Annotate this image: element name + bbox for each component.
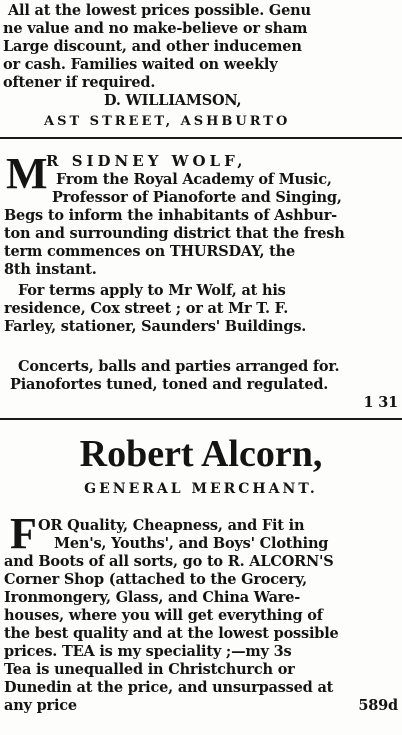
ad3-line-5: the best quality and at the lowest possible	[4, 625, 339, 642]
ad3-line-2: Corner Shop (attached to the Grocery,	[4, 571, 308, 588]
ad3-ref: 589d	[358, 697, 398, 714]
ad3-line-indent-2: Men's, Youths', and Boys' Clothing	[54, 535, 329, 552]
ad2-line-2: ton and surrounding district that the fresh	[4, 225, 345, 242]
ad1-line-3: Large discount, and other inducemen	[3, 38, 302, 55]
ad2-line-7: Farley, stationer, Saunders' Buildings.	[4, 318, 307, 335]
ad2-ref: 1 31	[363, 394, 398, 411]
ad3-line-8: Dunedin at the price, and unsurpassed at	[4, 679, 334, 696]
ad2-line-4: 8th instant.	[4, 261, 97, 278]
ad2-line-3: term commences on THURSDAY, the	[4, 243, 296, 260]
ad2-line-1: Begs to inform the inhabitants of Ashbur-	[4, 207, 337, 224]
ad3-line-1: and Boots of all sorts, go to R. ALCORN'S	[4, 553, 334, 570]
ad3-line-6: prices. TEA is my speciality ;—my 3s	[4, 643, 292, 660]
ad3-line-indent-1: OR Quality, Cheapness, and Fit in	[38, 517, 305, 534]
ad2-line-8: Concerts, balls and parties arranged for.	[18, 358, 340, 375]
divider-rule	[0, 137, 402, 139]
divider-rule	[0, 418, 402, 420]
ad2-line-indent-1: From the Royal Academy of Music,	[56, 171, 332, 188]
ad1-line-2: ne value and no make-believe or sham	[3, 20, 308, 37]
ad2-line-indent-2: Professor of Pianoforte and Singing,	[52, 189, 342, 206]
ad3-line-4: houses, where you will get everything of	[4, 607, 323, 624]
ad2-heading: R SIDNEY WOLF,	[46, 152, 247, 170]
ad1-signature: D. WILLIAMSON,	[104, 92, 242, 109]
ad3-subtitle: GENERAL MERCHANT.	[84, 481, 318, 497]
ad2-line-9: Pianofortes tuned, toned and regulated.	[10, 376, 329, 393]
ad2-dropcap: M	[6, 149, 48, 198]
ad2-line-6: residence, Cox street ; or at Mr T. F.	[4, 300, 289, 317]
ad1-line-4: or cash. Families waited on weekly	[3, 56, 278, 73]
ad3-line-9: any price	[4, 697, 77, 714]
ad3-dropcap: F	[10, 509, 37, 558]
ad3-line-7: Tea is unequalled in Christchurch or	[4, 661, 295, 678]
ad1-line-1: All at the lowest prices possible. Genu	[8, 2, 311, 19]
ad2-line-5: For terms apply to Mr Wolf, at his	[18, 282, 286, 299]
ad1-line-5: oftener if required.	[3, 74, 156, 91]
ad3-name: Robert Alcorn,	[79, 433, 323, 475]
ad3-line-3: Ironmongery, Glass, and China Ware-	[4, 589, 301, 606]
ad1-address: AST STREET, ASHBURTO	[44, 114, 291, 129]
